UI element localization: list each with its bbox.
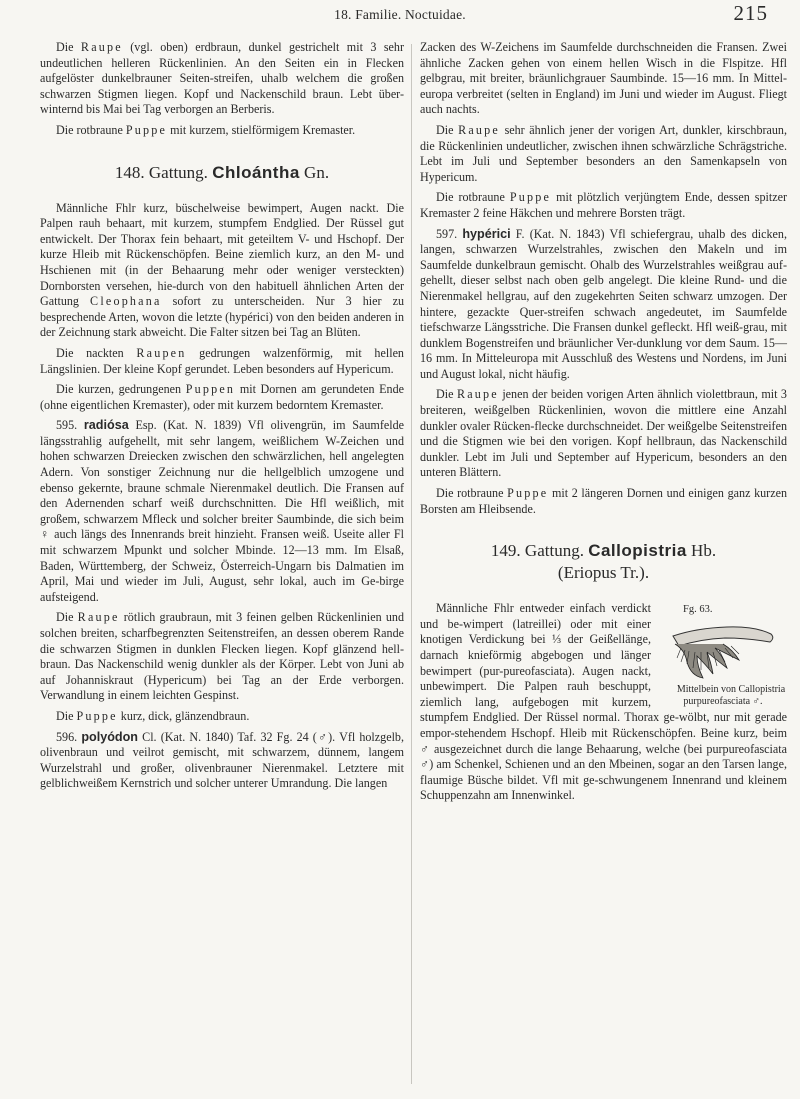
paragraph: Die Raupe rötlich graubraun, mit 3 feinen gelben Rückenlinien und solchen breiten, scharfbegrenzten Seitenstreifen, an dessen oberem Rande die schwarzen Stigmen in dunklen Flecken liegen. Kopf glänzend hell-braun. Das Nackenschild wenig dunkler als der Körper. Lebt von Juni ab auf Johanniskraut (Hypericum) bei Tag an der Erde verborgen. Verwandlung in einem leichten Gespinst. xyxy=(40,610,404,703)
genus-name: Chloántha xyxy=(212,162,300,182)
paragraph: Die nackten Raupen gedrungen walzenförmig, mit hellen Längslinien. Der kleine Kopf gerundet. Leben besonders auf Hypericum. xyxy=(40,345,404,376)
paragraph: Die kurzen, gedrungenen Puppen mit Dornen am gerundeten Ende (ohne eigentlichen Kremaster), oder mit kurzem bedorntem Kremaster. xyxy=(40,382,405,412)
paragraph: Zacken des W-Zeichens im Saumfelde durchschneiden die Fransen. Zwei ähnliche Zacken gehen von einem hellen Wisch in die Flspitze. Hfl gelbgrau, mit breiter, bräunlichgrauer Saumbinde. 15—16 mm. In Mittel-europa verbreitet (selten in England) im Juni und wieder im August. Fliegt auch nachts. xyxy=(420,40,787,117)
genus-reference: Cleophana xyxy=(90,294,162,309)
genus-name: Callopistria xyxy=(588,541,687,561)
figure-caption: Mittelbein von Callopistria purpureofasciata ♂. xyxy=(676,684,786,708)
term-puppe: Puppe xyxy=(125,122,168,137)
species-name: radiósa xyxy=(83,418,129,433)
paragraph: Fg. 63. Mittelbein von Callopistria purpureofasciata ♂. Männliche Fhlr entweder einfach verdickt und be-wimpert (latreillei) oder mit einer knotigen Verdickung bei ⅓ der Geißellänge, darnach knieförmig abgebogen und länger bewimpert (pur-pureofasciata). Augen nackt, unbewimpert. Die Palpen rauh beschuppt, ziemlich lang, aufgebogen mit kurzem, stumpfem Endglied. Der Rüssel normal. Thorax ge-wölbt, nur mit gerade empor-stehendem Hschopf. Hleib mit Rückenschöpfen. Beine kurz, beim ♂ ausgezeichnet durch die lange Behaarung, welche (bei purpureofasciata ♂) am Schenkel, Schienen und an den Mbeinen, sogar an den Tarsen lange, flaumige Büsche bildet. Vfl mit ge-schwungenem Innenrand und kleinem Schuppenzahn am Innenwinkel. xyxy=(420,601,787,803)
figure-63 xyxy=(659,603,787,708)
term-raupe: Raupe xyxy=(80,40,123,54)
figure-label: Fg. 63. xyxy=(683,604,713,616)
term-raupe: Raupe xyxy=(456,387,499,402)
term-puppe: Puppe xyxy=(76,708,118,723)
column-divider xyxy=(411,44,412,1084)
paragraph: Die rotbraune Puppe mit plötzlich verjüngtem Ende, dessen spitzer Kremaster 2 feine Häkchen und mehrere Borsten trägt. xyxy=(420,190,787,220)
genus-heading-149: 149. Gattung. Callopistria Hb. (Eriopus Tr.). xyxy=(420,541,787,583)
leg-illustration-icon xyxy=(667,618,779,680)
term-puppe: Puppe xyxy=(507,486,549,501)
term-puppe: Puppe xyxy=(509,190,552,205)
paragraph: Die Raupe sehr ähnlich jener der vorigen Art, dunkler, kirschbraun, die Rückenlinien undeutlicher, zwischen ihnen schwärzliche Schrägstriche. Lebt im Juli und September besonders an den Samenkapseln von Hypericum. xyxy=(420,122,787,184)
genus-synonym: (Eriopus Tr.). xyxy=(557,563,650,583)
page-number: 215 xyxy=(733,1,768,25)
paragraph: Die Raupe (vgl. oben) erdbraun, dunkel gestrichelt mit 3 sehr undeutlichen helleren Rückenlinien. An den Seiten ein in Flecken aufgelöster dunkelbrauner Seiten-streifen, uhalb welchem die großen schwarzen Stigmen liegen. Kopf und Nackenschild braun. Lebt über-winternd bis Mai bei Tag verborgen an Berberis. xyxy=(40,40,404,117)
term-raupen: Raupen xyxy=(136,345,187,360)
species-name: hypérici xyxy=(462,226,511,241)
paragraph: Die Raupe jenen der beiden vorigen Arten ähnlich violettbraun, mit 3 breiteren, weißgelben Rückenlinien, wovon die mittlere eine Anzahl dunkler ovaler Rücken-flecke durchschneidet. Der weißgelbe Seitenstreifen und die Stigmen wie bei den vorigen. Kopf hellbraun, das Nackenschild dunkler. Lebt im Juli und September auf Hypericum, besonders an den unteren Blättern. xyxy=(420,387,787,480)
paragraph: Die rotbraune Puppe mit kurzem, stielförmigem Kremaster. xyxy=(56,122,356,137)
paragraph: Die Puppe kurz, dick, glänzendbraun. xyxy=(56,708,250,723)
term-raupe: Raupe xyxy=(458,122,500,137)
species-name: polyódon xyxy=(81,729,138,744)
right-column xyxy=(420,40,787,809)
running-header: 18. Familie. Noctuidae. xyxy=(334,7,466,22)
page-header xyxy=(0,0,800,40)
paragraph: Die rotbraune Puppe mit 2 längeren Dornen und einigen ganz kurzen Borsten am Hleibsende. xyxy=(420,486,787,516)
species-entry-595: 595. radiósa Esp. (Kat. N. 1839) Vfl olivengrün, im Saumfelde längsstrahlig aufgehellt, mit sehr langem, weißlichem W-Zeichen und hohen schwarzen Dreiecken zwischen den schwärzlichen, hell angelegten Adern. Von sonstiger Zeichnung nur die hellgelblich umzogene und ebenso gekernte, braune schmale Nierenmakel deutlich. Die Fransen auf den Adernenden scharf weiß durchschnitten. Die Hfl weißlich, mit großem, schwarzem Mfleck und solcher breiter Saumbinde, die sich beim ♀ auch längs des Innenrands breit hinzieht. Fransen weiß. Useite aller Fl mit schwarzem Mpunkt und solcher Mbinde. 12—13 mm. Im Elsaß, Baden, Württemberg, der Schweiz, Österreich-Ungarn bis Dalmatien im April, Mai und wieder im Juli, August, sehr lokal, auch im Ge-birge aufsteigend. xyxy=(40,418,404,604)
paragraph: Männliche Fhlr kurz, büschelweise bewimpert, Augen nackt. Die Palpen rauh behaart, mit kurzem, stumpfem Endglied. Der Rüssel gut entwickelt. Der Thorax fein behaart, mit geteiltem V- und Hschopf. Der kurze Hleib mit Rückenschöpfen. Beine ziemlich kurz, an den M- und Hschienen mit (in der Behaarung mehr oder weniger versteckten) Dornborsten versehen, hie-durch von den habituell ähnlichen Arten der Gattung Cleophana sofort zu unterscheiden. Nur 3 hier zu besprechende Arten, wovon die letzte (hypérici) von den beiden anderen in der Zeichnung stark abweicht. Die Falter sitzen bei Tag an Blüten. xyxy=(40,200,404,340)
left-column xyxy=(40,40,404,797)
genus-heading-148: 148. Gattung. Chloántha Gn. xyxy=(114,162,330,182)
species-entry-597: 597. hypérici F. (Kat. N. 1843) Vfl schiefergrau, uhalb des dicken, langen, schwarzen Wurzelstrahles, zwischen den Makeln und im Saumfelde dunkelbraun gemischt. Ohalb des Wurzelstrahles weißgrau auf-gehellt, dieser selbst nach oben gelb angelegt. Die kleine Rund- und die Nierenmakel hellgrau, auf den zugekehrten Seiten schwarz umzogen. Der hintere, gezackte Quer-streifen schwach angedeutet, im Saumfelde tiefschwarze Längsstriche. Die Fransen dunkel gefleckt. Hfl weiß-grau, mit dunklem Bogenstreifen und bräunlicher Ver-dunklung vor dem Saum. 15—16 mm. In Mitteleuropa mit Ausschluß des Westens und Nordens, im Juni und August lokal, nicht häufig. xyxy=(420,226,787,381)
term-raupe: Raupe xyxy=(77,610,120,625)
term-puppen: Puppen xyxy=(185,382,236,397)
species-entry-596: 596. polyódon Cl. (Kat. N. 1840) Taf. 32 Fg. 24 (♂). Vfl holzgelb, olivenbraun und veilrot gemischt, mit schwarzem, dünnem, langem Wurzelstrahl und großer, olivenbrauner Nierenmakel. Letztere mit gelblichweißem Kernstrich und solcher unterer Umrandung. Die langen xyxy=(40,729,404,791)
